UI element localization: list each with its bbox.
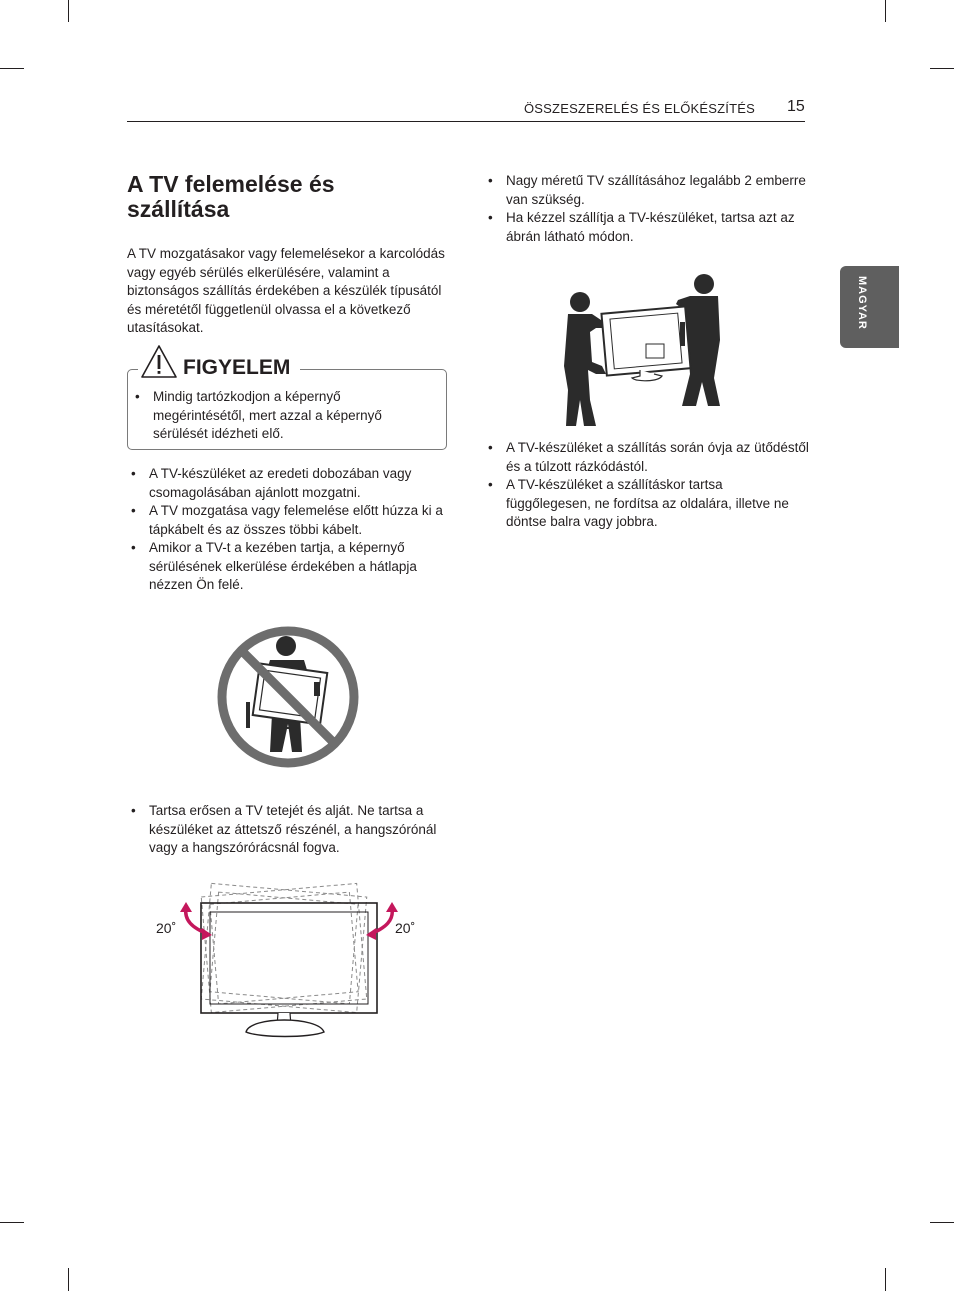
transport-list: [484, 439, 809, 532]
language-tab-label: MAGYAR: [856, 276, 868, 330]
crop-mark: [885, 1268, 886, 1291]
tilt-right-label: 20˚: [395, 920, 416, 936]
prohibited-carry-illustration: [214, 624, 362, 770]
list-item: • Nagy méretű TV szállításához legalább 2 emberre van szükség.: [484, 172, 809, 209]
tv-screen-outline: [210, 912, 368, 1004]
list-item: • A TV-készüléket a szállításkor tartsa függőlegesen, ne fordítsa az oldalára, illetve ne döntse balra vagy jobbra.: [484, 476, 809, 532]
crop-mark: [68, 0, 69, 22]
warning-list: [131, 388, 426, 444]
warning-title: FIGYELEM: [183, 356, 291, 379]
handling-list: [127, 465, 452, 595]
tv-outline: [201, 903, 377, 1013]
list-item: • Amikor a TV-t a kezében tartja, a képernyő sérülésének elkerülése érdekében a hátlapja nézzen Ön felé.: [127, 539, 452, 595]
page-number: 15: [787, 98, 805, 115]
tv-stand: [246, 1013, 324, 1037]
header-section-title: ÖSSZESZERELÉS ÉS ELŐKÉSZÍTÉS: [524, 101, 756, 116]
header-divider: [127, 121, 805, 122]
list-item: • A TV mozgatása vagy felemelése előtt húzza ki a tápkábelt és az összes többi kábelt.: [127, 502, 452, 539]
crop-mark: [68, 1268, 69, 1291]
warning-header: [138, 344, 300, 382]
two-person-carry-illustration: [562, 270, 728, 430]
tv-tilt-diagram: [150, 880, 430, 1040]
tilt-left-label: 20˚: [156, 920, 177, 936]
tilt-right-arrowhead: [386, 902, 398, 912]
list-item: • Ha kézzel szállítja a TV-készüléket, tartsa azt az ábrán látható módon.: [484, 209, 809, 246]
list-item: • A TV-készüléket az eredeti dobozában vagy csomagolásában ajánlott mozgatni.: [127, 465, 452, 502]
crop-mark: [0, 68, 24, 69]
crop-mark: [930, 68, 954, 69]
two-person-list: [484, 172, 809, 246]
crop-mark: [0, 1222, 24, 1223]
list-item: • Tartsa erősen a TV tetejét és alját. Ne tartsa a készüléket az áttetsző részénél, a hangszórónál vagy a hangszórórácsnál fogva.: [127, 802, 452, 858]
crop-mark: [930, 1222, 954, 1223]
grip-list: [127, 802, 452, 858]
intro-paragraph: A TV mozgatásakor vagy felemelésekor a karcolódás vagy egyéb sérülés elkerülésére, valamint a biztonságos szállítás érdekében a készülék típusától és méretétől függetlenül olvassa el a következő utasításokat.: [127, 246, 445, 335]
language-tab: [840, 266, 899, 348]
list-item: • Mindig tartózkodjon a képernyő megérintésétől, mert azzal a képernyő sérülését idézheti elő.: [131, 388, 426, 444]
tv-carried-illustration: [601, 306, 690, 380]
crop-mark: [885, 0, 886, 22]
tilt-left-arrowhead: [180, 902, 192, 912]
list-item: • A TV-készüléket a szállítás során óvja az ütődéstől és a túlzott rázkódástól.: [484, 439, 809, 476]
page-title: A TV felemelése és szállítása: [127, 171, 335, 222]
left-person-silhouette: [564, 292, 606, 426]
warning-triangle-icon: [140, 344, 178, 380]
